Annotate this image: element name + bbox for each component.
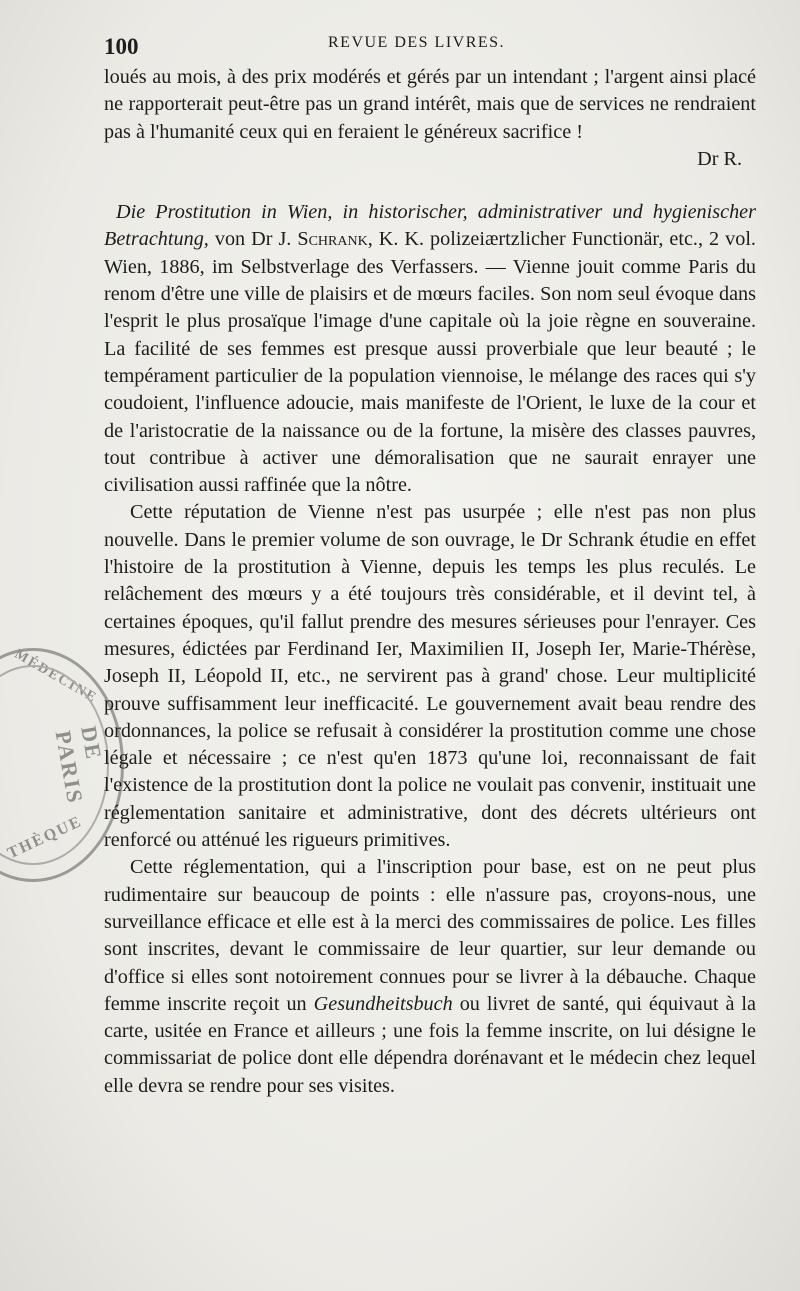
paragraph-regulation-text: Cette réglementation, qui a l'inscription pour base, est on ne peut plus rudimentaire sur beaucoup de points : elle n'assure pas, croyons-nous, une surveillance efficace et elle est à la merci des commissaires de police. Les filles sont inscrites, devant le commissaire de leur quartier, sur leur demande ou d'office si elles sont notoirement connues pour se livrer à la débauche. Chaque femme inscrite reçoit un <box>104 856 756 1015</box>
paragraph-regulation <box>104 854 756 1100</box>
review-text: , K. K. polizeiærtzlicher Functionär, etc., 2 vol. Wien, 1886, im Selbstverlage des Verfassers. — Vienne jouit comme Paris du renom d'être une ville de plaisirs et de mœurs faciles. Son nom seul évoque dans l'esprit le plus prosaïque l'image d'une capitale où la joie règne en souveraine. La facilité de ses femmes est presque aussi proverbiale que leur beauté ; le tempérament particulier de la population viennoise, le mélange des races qui s'y coudoient, l'influence adoucie, mais manifeste de l'Orient, le luxe de la cour et de l'aristocratie de la naissance ou de la fortune, la misère des classes pauvres, tout contribue à activer une démoralisation que ne saurait enrayer une civilisation aussi raffinée que la nôtre. <box>104 228 756 497</box>
reviewer-signature: Dr R. <box>697 147 742 170</box>
paragraph-history-text: Cette réputation de Vienne n'est pas usurpée ; elle n'est pas non plus nouvelle. Dans le premier volume de son ouvrage, le Dr Schrank étudie en effet l'histoire de la prostitution à Vienne, depuis les temps les plus reculés. Le relâchement des mœurs y a été toujours très considérable, et il devint tel, à certaines époques, qu'il fallut prendre des mesures sérieuses pour l'enrayer. Ces mesures, édictées par Ferdinand Ier, Maximilien II, Joseph Ier, Marie-Thérèse, Joseph II, Léopold II, etc., ne servirent pas à grand' chose. Leur multiplicité prouve suffisamment leur inefficacité. Le gouvernement avait beau rendre des ordonnances, la police se refusait à considérer la prostitution comme une chose légale et nécessaire ; ce n'est qu'en 1873 qu'une loi, reconnaissant de fait l'existence de la prostitution dont la police ne voulait pas convenir, instituait une réglementation sanitaire et administrative, dont des décrets ultérieurs ont renforcé ou atténué les rigueurs primitives. <box>104 501 756 852</box>
book-review <box>104 199 756 499</box>
gesundheitsbuch-term: Gesundheitsbuch <box>313 992 453 1015</box>
body-text <box>104 64 756 1100</box>
running-head: REVUE DES LIVRES. <box>328 34 506 51</box>
page-header <box>104 32 754 62</box>
previous-review-ending <box>104 64 756 146</box>
paragraph-history <box>104 499 756 854</box>
previous-review-text: loués au mois, à des prix modérés et gérés par un intendant ; l'argent ainsi placé ne rapporterait peut-être pas un grand intérêt, mais que de services ne rendraient pas à l'humanité ceux qui en feraient le généreux sacrifice ! <box>104 66 756 143</box>
book-title: Die Prostitution in Wien, in historischer, administrativer und hygienischer Betrachtung, <box>104 201 756 251</box>
page-number: 100 <box>104 34 139 59</box>
stamp-text-right: DE PARIS <box>50 724 107 807</box>
stamp-text-arc: MÉDECINE <box>11 646 100 707</box>
book-by: von Dr J. <box>208 228 298 251</box>
book-author: Schrank <box>297 228 368 251</box>
paragraph-regulation-end: ou livret de santé, qui équivaut à la carte, usitée en France et ailleurs ; une fois la femme inscrite, on lui désigne le commissariat de police dont elle dépendra dorénavant et le médecin chez lequel elle devra se rendre pour ses visites. <box>104 992 756 1097</box>
stamp-text-bottom: THÈQUE <box>4 812 86 863</box>
